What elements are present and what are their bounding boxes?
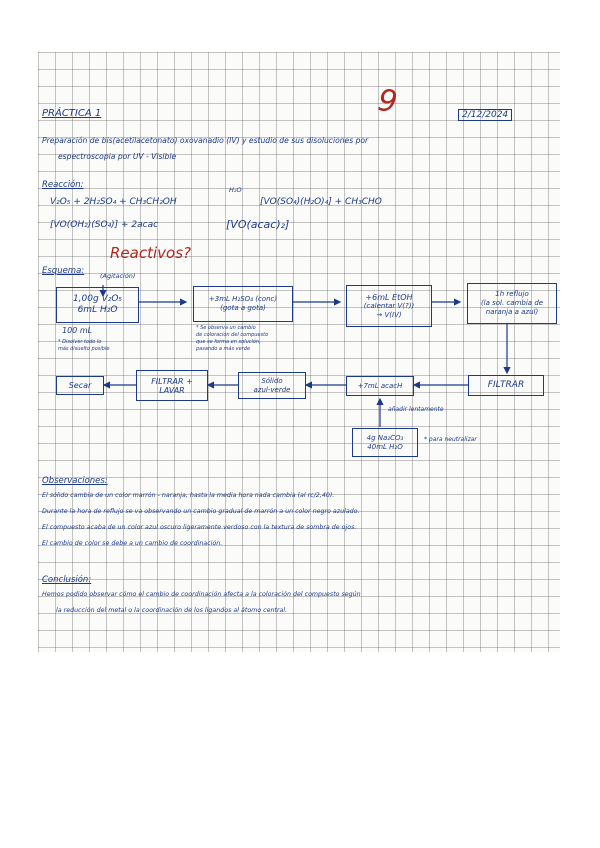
conclusion-line-2: la reducción del metal o la coordinación de los ligandos al átomo central. — [56, 607, 288, 614]
conclusion-heading: Conclusión: — [42, 575, 92, 585]
step-box-na2co3: 4g Na₂CO₃ 40mL H₂O — [352, 428, 418, 457]
date-box: 2/12/2024 — [458, 109, 512, 121]
step-box-secar: Secar — [56, 376, 104, 395]
step-box-acach: +7mL acacH — [346, 376, 414, 396]
observaciones-heading: Observaciones: — [42, 476, 108, 486]
equation-1-right: [VO(SO₄)(H₂O)₄] + CH₃CHO — [260, 197, 382, 207]
step-box-v2o5: 1,00g V₂O₅ 6mL H₂O — [56, 287, 139, 323]
observation-line-4: El cambio de color se debe a un cambio de coordinación. — [42, 540, 223, 547]
step1-note: * Disolver todo lo más disuelto posible — [58, 339, 110, 352]
step-box-filtrar: FILTRAR — [468, 375, 544, 396]
step-box-h2so4: +3mL H₂SO₄ (conc) (gota a gota) — [193, 286, 293, 322]
step2-note: * Se observa un cambio de coloración del compuesto que se forma en solución, pasando a más verde — [196, 325, 269, 352]
subtitle-line-1: Preparación de bis(acetilacetonato) oxovanadio (IV) y estudio de sus disoluciones por — [42, 136, 369, 145]
equation-1-left: V₂O₅ + 2H₂SO₄ + CH₃CH₂OH — [50, 197, 177, 207]
neutralize-note: * para neutralizar — [424, 436, 477, 443]
equation-2-left: [VO(OH₂)(SO₄)] + 2acac — [50, 220, 159, 230]
reaccion-heading: Reacción: — [42, 180, 84, 190]
reactivos-annotation: Reactivos? — [110, 244, 191, 262]
page-title: PRÁCTICA 1 — [42, 108, 102, 119]
agitation-note: (Agitación) — [100, 272, 136, 280]
equation-1-condition: H₂O — [229, 186, 242, 194]
observation-line-3: El compuesto acaba de un color azul oscuro ligeramente verdoso con la textura de sombra de ojos. — [42, 524, 357, 531]
equation-2-right: [VO(acac)₂] — [226, 218, 290, 231]
esquema-heading: Esquema: — [42, 266, 85, 276]
step-box-etoh: +6mL EtOH (calentar V(?)) → V(IV) — [346, 285, 432, 327]
volume-label: 100 mL — [62, 326, 93, 335]
step-box-reflujo: 1h reflujo (la sol. cambia de naranja a azul) — [467, 283, 557, 324]
observation-line-1: El sólido cambia de un color marrón - naranja, hasta la media hora nada cambia (al rc/2,40). — [42, 492, 335, 499]
grade-mark: 9 — [375, 82, 400, 121]
step-box-solido: Sólido azul-verde — [238, 372, 306, 399]
conclusion-line-1: Hemos podido observar cómo el cambio de coordinación afecta a la coloración del compuesto según — [42, 591, 361, 598]
observation-line-2: Durante la hora de reflujo se va observando un cambio gradual de marrón a un color negro azulado. — [42, 508, 360, 515]
step-box-filtrar-lavar: FILTRAR + LAVAR — [136, 370, 208, 401]
slow-addition-label: añadir lentamente — [388, 406, 444, 413]
subtitle-line-2: espectroscopia por UV - Visible — [58, 152, 177, 161]
